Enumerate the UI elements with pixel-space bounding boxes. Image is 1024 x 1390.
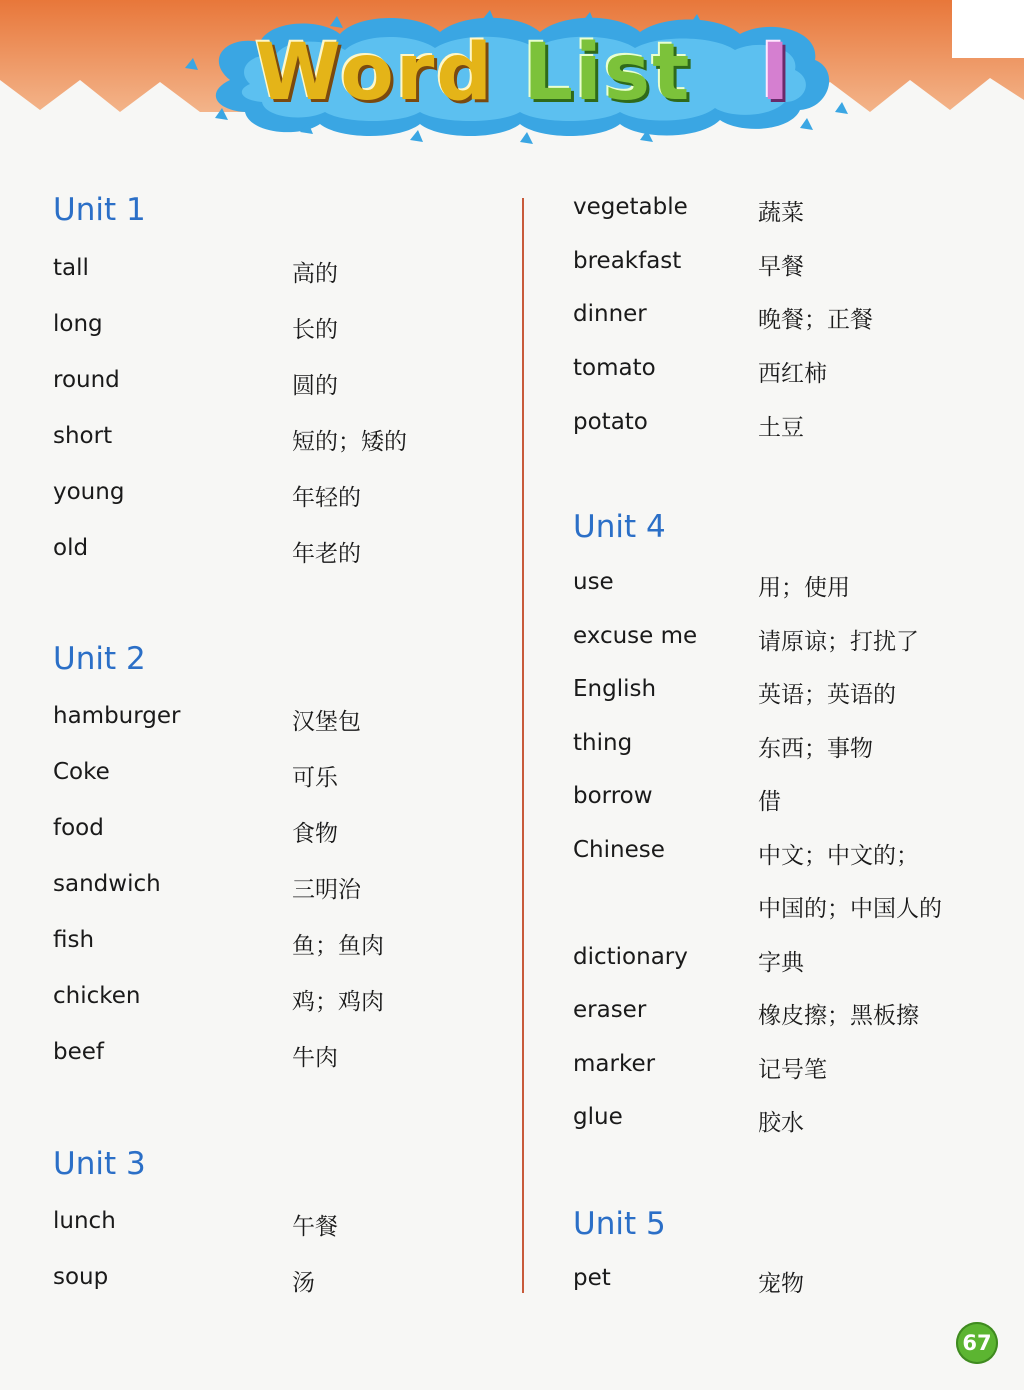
word-english: English xyxy=(573,676,657,702)
word-chinese: 汉堡包 xyxy=(292,709,361,735)
word-chinese: 长的 xyxy=(292,317,338,343)
word-chinese: 短的；矮的 xyxy=(292,429,407,455)
word-chinese: 中文；中文的； xyxy=(758,843,919,869)
word-english: round xyxy=(53,367,120,393)
word-english: breakfast xyxy=(573,248,682,274)
unit-3-title: Unit 3 xyxy=(53,1146,146,1182)
word-english: marker xyxy=(573,1051,656,1077)
word-english: Chinese xyxy=(573,837,665,863)
word-english: fish xyxy=(53,927,95,953)
word-english: long xyxy=(53,311,103,337)
word-chinese: 午餐 xyxy=(292,1214,338,1240)
word-chinese: 汤 xyxy=(292,1270,315,1296)
word-chinese: 土豆 xyxy=(758,415,804,441)
word-chinese: 借 xyxy=(758,789,781,815)
word-english: use xyxy=(573,569,614,595)
column-divider xyxy=(522,198,524,1293)
word-english: food xyxy=(53,815,104,841)
title-word-2: List xyxy=(523,28,692,118)
word-english: dinner xyxy=(573,301,647,327)
word-chinese: 橡皮擦；黑板擦 xyxy=(758,1003,919,1029)
word-chinese: 用；使用 xyxy=(758,575,850,601)
word-chinese: 早餐 xyxy=(758,254,804,280)
word-english: tall xyxy=(53,255,89,281)
word-english: glue xyxy=(573,1104,623,1130)
word-chinese: 记号笔 xyxy=(758,1057,827,1083)
word-english: Coke xyxy=(53,759,110,785)
word-chinese: 胶水 xyxy=(758,1110,804,1136)
word-chinese: 年轻的 xyxy=(292,485,361,511)
word-chinese: 晚餐；正餐 xyxy=(758,307,873,333)
word-chinese: 鸡；鸡肉 xyxy=(292,989,384,1015)
word-english: borrow xyxy=(573,783,653,809)
word-chinese: 请原谅；打扰了 xyxy=(758,629,919,655)
word-english: short xyxy=(53,423,113,449)
page-number: 67 xyxy=(956,1322,998,1364)
word-chinese: 东西；事物 xyxy=(758,736,873,762)
word-chinese: 可乐 xyxy=(292,765,338,791)
word-chinese: 宠物 xyxy=(758,1271,804,1297)
word-english: hamburger xyxy=(53,703,181,729)
word-english: chicken xyxy=(53,983,141,1009)
word-chinese: 三明治 xyxy=(292,877,361,903)
word-chinese: 年老的 xyxy=(292,541,361,567)
unit-1-title: Unit 1 xyxy=(53,192,146,228)
word-english: soup xyxy=(53,1264,109,1290)
word-english: young xyxy=(53,479,125,505)
page-title xyxy=(255,28,792,118)
word-chinese-continued: 中国的；中国人的 xyxy=(758,896,942,922)
word-english: tomato xyxy=(573,355,656,381)
word-english: beef xyxy=(53,1039,104,1065)
word-english: excuse me xyxy=(573,623,698,649)
unit-2-title: Unit 2 xyxy=(53,641,146,677)
word-chinese: 圆的 xyxy=(292,373,338,399)
word-english: vegetable xyxy=(573,194,688,220)
word-english: dictionary xyxy=(573,944,688,970)
unit-4-title: Unit 4 xyxy=(573,509,666,545)
word-english: old xyxy=(53,535,89,561)
word-english: lunch xyxy=(53,1208,116,1234)
word-english: sandwich xyxy=(53,871,161,897)
word-chinese: 字典 xyxy=(758,950,804,976)
header-banner xyxy=(0,0,1024,170)
word-chinese: 食物 xyxy=(292,821,338,847)
word-chinese: 西红柿 xyxy=(758,361,827,387)
word-chinese: 鱼；鱼肉 xyxy=(292,933,384,959)
word-english: pet xyxy=(573,1265,611,1291)
unit-5-title: Unit 5 xyxy=(573,1206,666,1242)
title-word-1: Word xyxy=(255,28,495,118)
word-english: potato xyxy=(573,409,648,435)
word-english: thing xyxy=(573,730,633,756)
word-chinese: 牛肉 xyxy=(292,1045,338,1071)
word-chinese: 高的 xyxy=(292,261,338,287)
word-chinese: 英语；英语的 xyxy=(758,682,896,708)
word-chinese: 蔬菜 xyxy=(758,200,804,226)
title-word-3: I xyxy=(760,28,792,118)
word-english: eraser xyxy=(573,997,647,1023)
